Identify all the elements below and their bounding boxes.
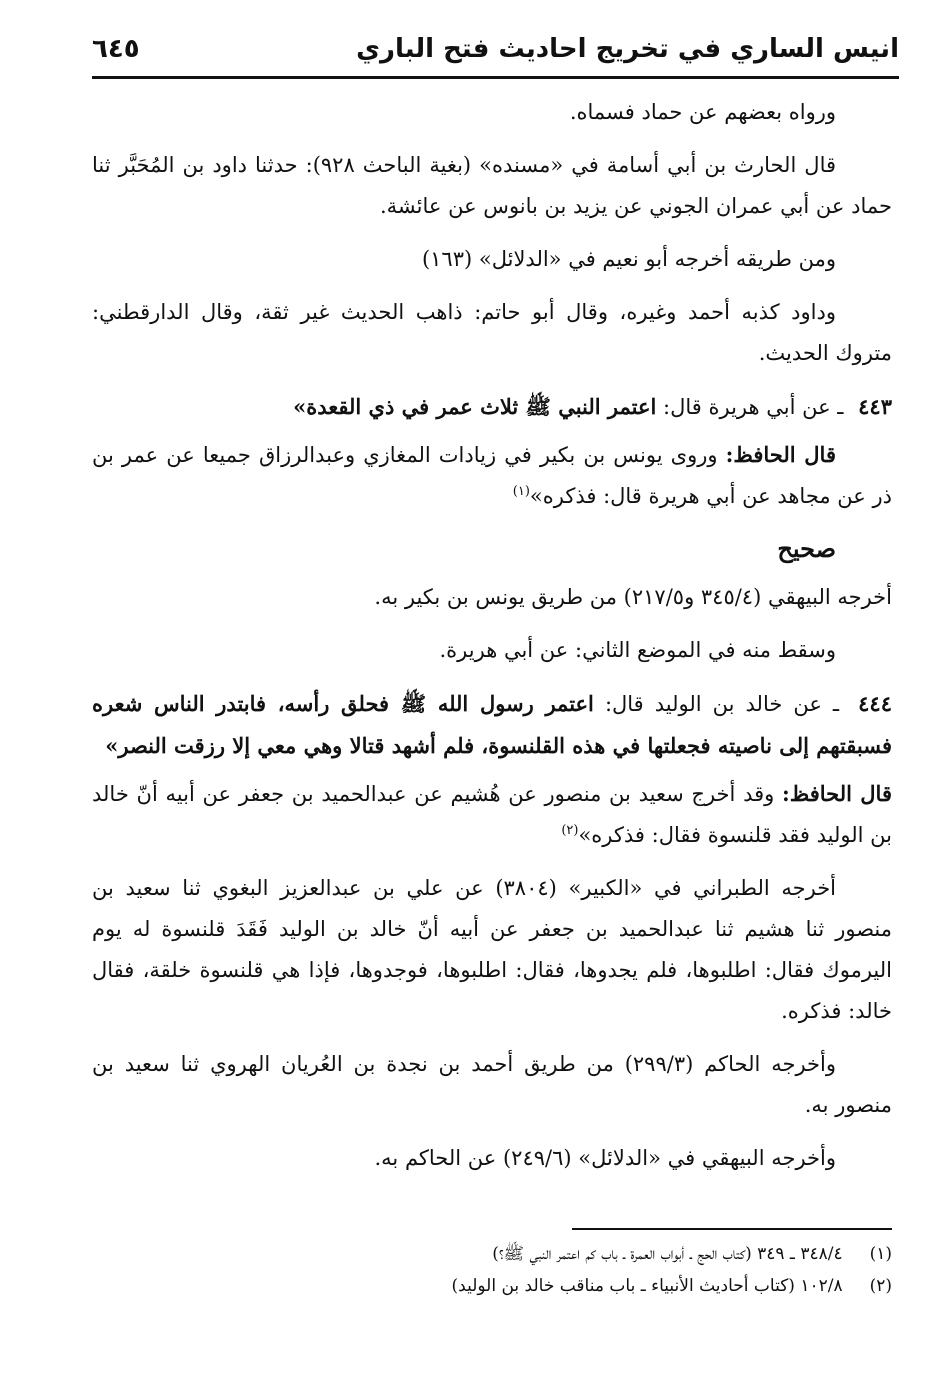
hadith-443 — [92, 386, 892, 428]
paragraph: ورواه بعضهم عن حماد فسماه. — [569, 100, 836, 124]
footnote-number: (١) — [869, 1244, 892, 1264]
hadith-isnad: ـ عن أبي هريرة قال: — [663, 395, 844, 419]
hadith-isnad: ـ عن خالد بن الوليد قال: — [604, 692, 840, 716]
footnotes — [92, 1238, 892, 1302]
hadith-matn: اعتمر رسول الله ﷺ فحلق رأسه، فابتدر الناس شعره فسبقتهم إلى ناصيته فجعلتها في هذه القلنسوة، فلم أشهد قتالا وهي معي إلا رزقت النصر» — [92, 691, 892, 758]
grade-label: صحيح — [777, 534, 836, 563]
main-text — [92, 92, 892, 1191]
running-header — [92, 28, 899, 79]
footnote — [92, 1270, 892, 1302]
paragraph: وأخرجه الحاكم (٢٩٩/٣) من طريق أحمد بن نجدة بن العُريان الهروي ثنا سعيد بن منصور به. — [92, 1052, 892, 1117]
hadith-matn: اعتمر النبي ﷺ ثلاث عمر في ذي القعدة» — [293, 394, 657, 419]
footnote-ref: (٢) — [561, 823, 579, 838]
hafiz-label: قال الحافظ: — [725, 442, 836, 467]
paragraph: وداود كذبه أحمد وغيره، وقال أبو حاتم: ذاهب الحديث غير ثقة، وقال الدارقطني: متروك الحديث. — [92, 300, 892, 365]
hadith-444 — [92, 683, 892, 767]
hafiz-label: قال الحافظ: — [782, 781, 892, 806]
footnote-text: ١٠٢/٨ (كتاب أحاديث الأنبياء ـ باب مناقب خالد بن الوليد) — [451, 1276, 843, 1296]
paragraph: قال الحارث بن أبي أسامة في «مسنده» (بغية الباحث ٩٢٨): حدثنا داود بن المُحَبَّر ثنا حماد عن أبي عمران الجوني عن يزيد بن بانوس عن عائشة. — [92, 153, 892, 218]
footnote-text: ٣٤٨/٤ ـ ٣٤٩ (كتاب الحج ـ أبواب العمرة ـ باب كم اعتمر النبي ﷺ؟) — [492, 1244, 843, 1264]
hafiz-comment — [92, 773, 892, 856]
footnote-separator — [572, 1228, 892, 1230]
paragraph: أخرجه البيهقي (٣٤٥/٤ و٢١٧/٥) من طريق يونس بن بكير به. — [374, 585, 892, 609]
paragraph: ومن طريقه أخرجه أبو نعيم في «الدلائل» (١٦٣) — [421, 247, 836, 271]
footnote — [92, 1238, 892, 1270]
page-number: ٦٤٥ — [92, 34, 140, 64]
hadith-number: ٤٤٣ — [858, 394, 892, 419]
paragraph: وسقط منه في الموضع الثاني: عن أبي هريرة. — [439, 638, 836, 662]
hafiz-comment — [92, 434, 892, 517]
paragraph: أخرجه الطبراني في «الكبير» (٣٨٠٤) عن علي بن عبدالعزيز البغوي ثنا سعيد بن منصور ثنا هشيم ثنا عبدالحميد بن جعفر عن أبيه أنّ خالد بن الوليد فَقَدَ قلنسوة له يوم اليرموك فقال: اطلبوها، فلم يجدوها، فقال: اطلبوها، فوجدوها، فإذا هي قلنسوة خلقة، فقال خالد: فذكره. — [92, 876, 892, 1023]
hadith-number: ٤٤٤ — [858, 691, 892, 716]
footnote-number: (٢) — [869, 1276, 892, 1296]
hafiz-text: وقد أخرج سعيد بن منصور عن هُشيم عن عبدالحميد بن جعفر عن أبيه أنّ خالد بن الوليد فقد قلنسوة فقال: فذكره» — [92, 782, 892, 847]
hafiz-text: وروى يونس بن بكير في زيادات المغازي وعبدالرزاق جميعا عن عمر بن ذر عن مجاهد عن أبي هريرة قال: فذكره» — [92, 443, 892, 508]
book-title: انيس الساري في تخريج احاديث فتح الباري — [356, 34, 899, 64]
footnote-ref: (١) — [512, 484, 530, 499]
paragraph: وأخرجه البيهقي في «الدلائل» (٢٤٩/٦) عن الحاكم به. — [374, 1146, 836, 1170]
